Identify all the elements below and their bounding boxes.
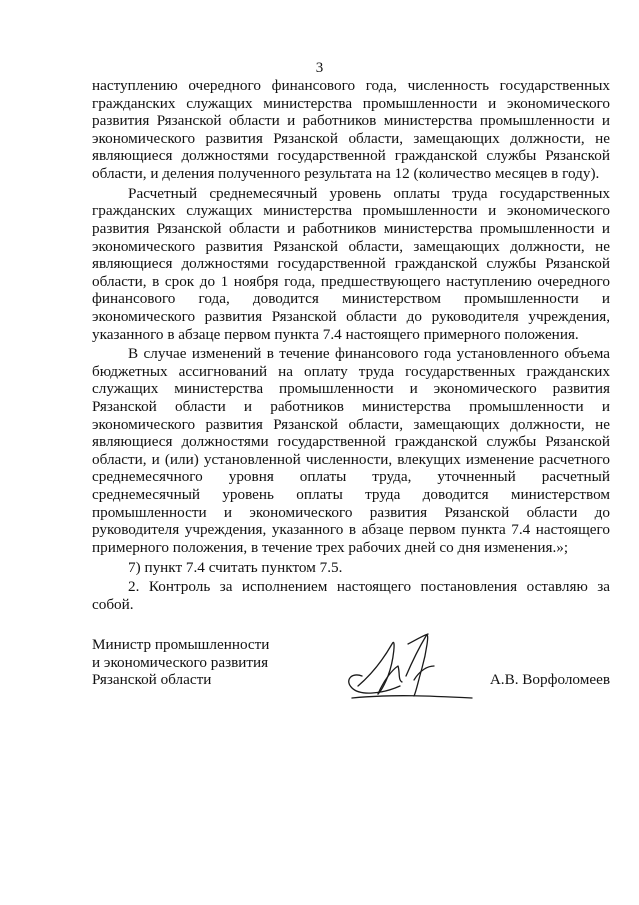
signature-block — [92, 636, 610, 726]
page-number: 3 — [315, 60, 324, 76]
paragraph-continuation: наступлению очередного финансового года, численность государственных гражданских служащих министерства промышленности и экономического развития Рязанской области и работников министерства промышленности и экономического развития Рязанской области, замещающих должности, не являющиеся должностями государственной гражданской службы Рязанской области, и деления полученного результата на 12 (количество месяцев в году). — [92, 77, 610, 182]
signer-position-line: Рязанской области — [92, 671, 212, 689]
signer-position — [92, 636, 322, 689]
paragraph-control: 2. Контроль за исполнением настоящего постановления оставляю за собой. — [92, 578, 610, 613]
paragraph-calculated-level: Расчетный среднемесячный уровень оплаты труда государственных гражданских служащих министерства промышленности и экономического развития Рязанской области и работников министерства промышленности и экономического развития Рязанской области, замещающих должности, не являющиеся должностями государственной гражданской службы Рязанской области, в срок до 1 ноября года, предшествующего наступлению очередного финансового года, доводится министерством промышленности и экономического развития Рязанской области до руководителя учреждения, указанного в абзаце первом пункта 7.4 настоящего примерного положения. — [92, 184, 610, 343]
signer-position-line: Министр промышленности — [92, 636, 270, 653]
paragraph-item-renumber: 7) пункт 7.4 считать пунктом 7.5. — [128, 558, 343, 576]
signer-position-line: и экономического развития — [92, 653, 269, 671]
document-body — [92, 77, 610, 616]
paragraph-changes-during-year: В случае изменений в течение финансового года установленного объема бюджетных ассигнований на оплату труда государственных гражданских служащих министерства промышленности и экономического развития Рязанской области и работников министерства промышленности и экономического развития Рязанской области, замещающих должности, не являющиеся должностями государственной гражданской службы Рязанской области, и (или) установленной численности, влекущих изменение расчетного среднемесячного уровня оплаты труда, уточненный расчетный среднемесячный уровень оплаты труда доводится министерством промышленности и экономического развития Рязанской области до руководителя учреждения, указанного в абзаце первом пункта 7.4 настоящего примерного положения, в течение трех рабочих дней со дня изменения.»; — [92, 345, 610, 556]
signer-name: А.В. Ворфоломеев — [489, 671, 610, 688]
handwritten-signature — [322, 614, 482, 714]
